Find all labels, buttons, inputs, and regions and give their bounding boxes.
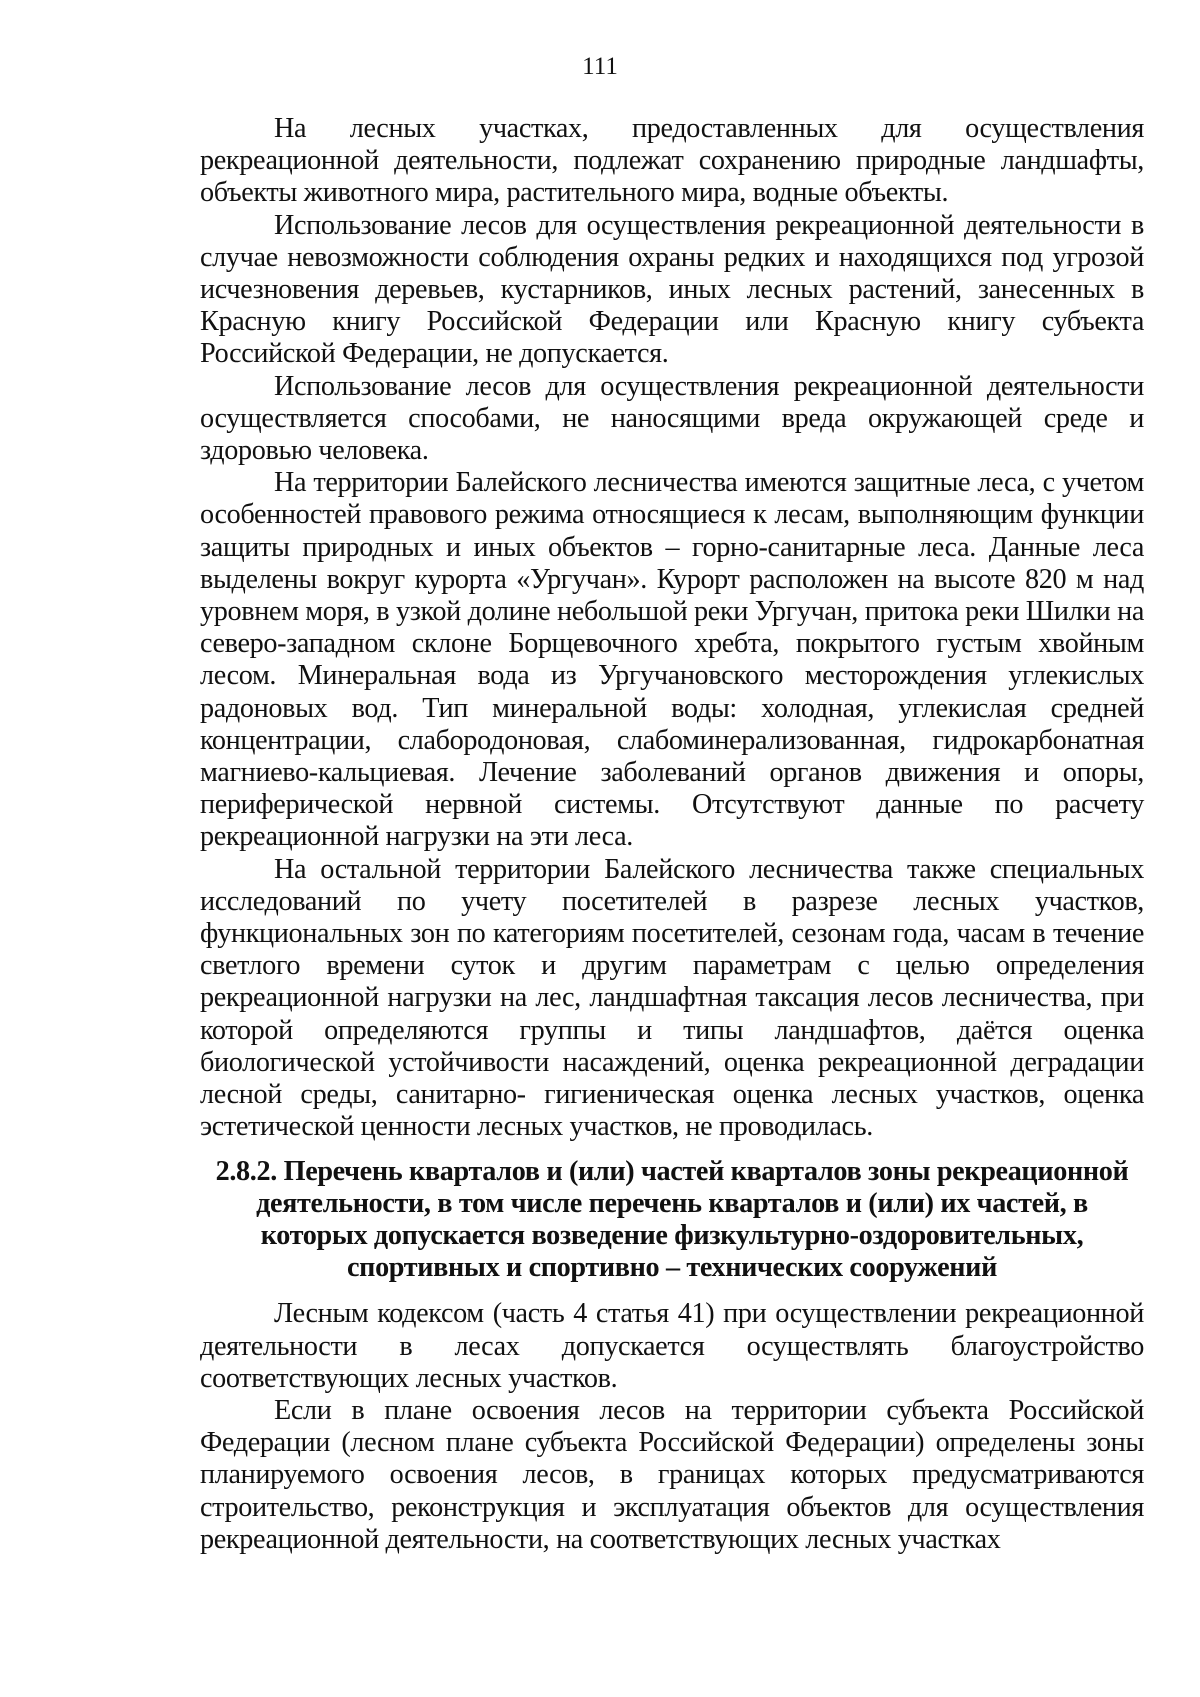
paragraph-protected-landscapes: На лесных участках, предоставленных для осуществления рекреационной деятельности, подлежат сохранению природные ландшафты, объекты животного мира, растительного мира, водные объекты. <box>200 113 1144 209</box>
section-heading: 2.8.2. Перечень кварталов и (или) частей кварталов зоны рекреационной деятельности, в том числе перечень кварталов и (или) их частей, в которых допускается возведение физкультурно-оздоровительных, спортивных и спортивно – технических сооружений <box>215 1155 1129 1284</box>
paragraph-harmless-methods: Использование лесов для осуществления рекреационной деятельности осуществляется способами, не наносящими вреда окружающей среде и здоровью человека. <box>200 370 1144 467</box>
paragraph-no-research: На остальной территории Балейского лесничества также специальных исследований по учету посетителей в разрезе лесных участков, функциональных зон по категориям посетителей, сезонам года, часам в течение светлого времени суток и другим параметрам с целью определения рекреационной нагрузки на лес, ландшафтная таксация лесов лесничества, при которой определяются группы и типы ландшафтов, даётся оценка биологической устойчивости насаждений, оценка рекреационной деградации лесной среды, санитарно- гигиеническая оценка лесных участков, оценка эстетической ценности лесных участков, не проводилась. <box>200 853 1144 1143</box>
page-number: 111 <box>582 53 618 80</box>
paragraph-red-book-restriction: Использование лесов для осуществления рекреационной деятельности в случае невозможности соблюдения охраны редких и находящихся под угрозой исчезновения деревьев, кустарников, иных лесных растений, занесенных в Красную книгу Российской Федерации или Красную книгу субъекта Российской Федерации, не допускается. <box>200 209 1144 370</box>
document-body <box>200 113 1144 1556</box>
paragraph-forest-code: Лесным кодексом (часть 4 статья 41) при осуществлении рекреационной деятельности в лесах допускается осуществлять благоустройство соответствующих лесных участков. <box>200 1298 1144 1394</box>
paragraph-development-zones: Если в плане освоения лесов на территории субъекта Российской Федерации (лесном плане субъекта Российской Федерации) определены зоны планируемого освоения лесов, в границах которых предусматриваются строительство, реконструкция и эксплуатация объектов для осуществления рекреационной деятельности, на соответствующих лесных участках <box>200 1394 1144 1555</box>
paragraph-protective-forests: На территории Балейского лесничества имеются защитные леса, с учетом особенностей правового режима относящиеся к лесам, выполняющим функции защиты природных и иных объектов – горно-санитарные леса. Данные леса выделены вокруг курорта «Ургучан». Курорт расположен на высоте 820 м над уровнем моря, в узкой долине небольшой реки Ургучан, притока реки Шилки на северо-западном склоне Борщевочного хребта, покрытого густым хвойным лесом. Минеральная вода из Ургучановского месторождения углекислых радоновых вод. Тип минеральной воды: холодная, углекислая средней концентрации, слабородоновая, слабоминерализованная, гидрокарбонатная магниево-кальциевая. Лечение заболеваний органов движения и опоры, периферической нервной системы. Отсутствуют данные по расчету рекреационной нагрузки на эти леса. <box>200 467 1144 853</box>
